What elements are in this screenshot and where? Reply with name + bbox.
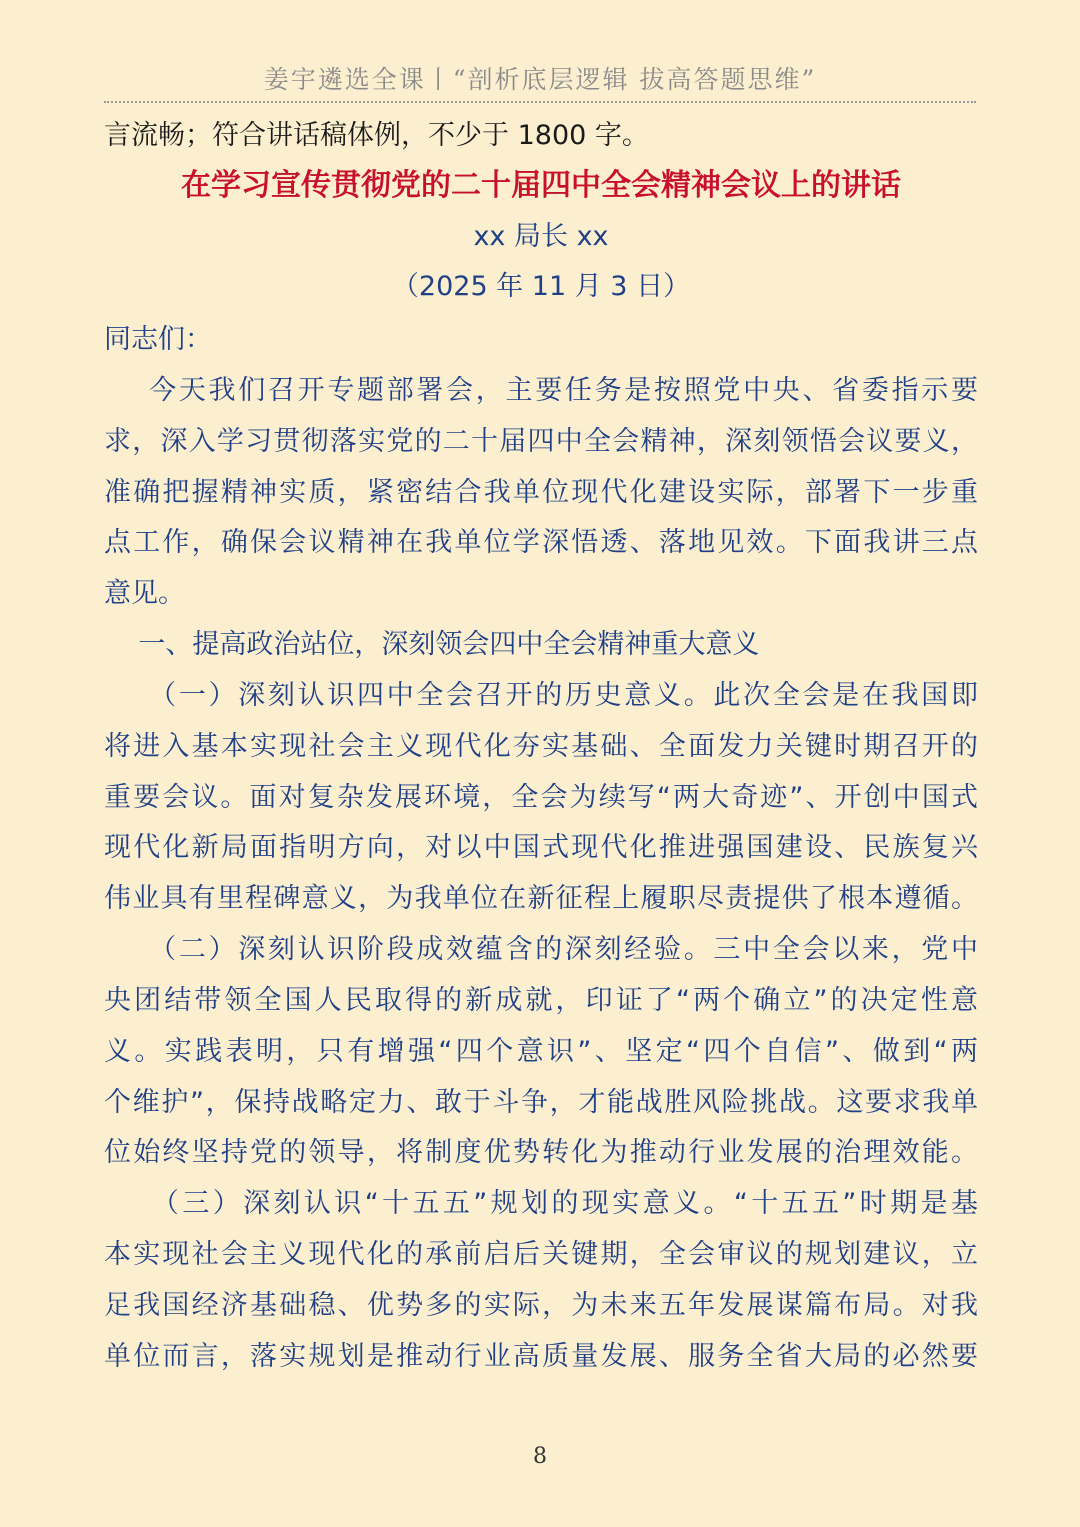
paragraph-line: 现代化新局面指明方向，对以中国式现代化推进强国建设、民族复兴 (104, 832, 978, 863)
page-header: 姜宇遴选全课丨“剖析底层逻辑 拔高答题思维” (263, 65, 817, 94)
paragraph-line: 单位而言，落实规划是推动行业高质量发展、服务全省大局的必然要 (104, 1341, 978, 1372)
date-line: （2025 年 11 月 3 日） (391, 271, 691, 302)
paragraph-line: 位始终坚持党的领导，将制度优势转化为推动行业发展的治理效能。 (104, 1137, 978, 1168)
paragraph-line: （一）深刻认识四中全会召开的历史意义。此次全会是在我国即 (104, 680, 978, 711)
paragraph-line: 本实现社会主义现代化的承前启后关键期，全会审议的规划建议，立 (104, 1239, 978, 1270)
paragraph-line: （二）深刻认识阶段成效蕴含的深刻经验。三中全会以来，党中 (104, 934, 978, 965)
paragraph-line: 足我国经济基础稳、优势多的实际，为未来五年发展谋篇布局。对我 (104, 1290, 978, 1321)
paragraph-line: 伟业具有里程碑意义，为我单位在新征程上履职尽责提供了根本遵循。 (104, 883, 978, 914)
speech-title: 在学习宣传贯彻党的二十届四中全会精神会议上的讲话 (181, 168, 901, 203)
section-heading: 一、提高政治站位，深刻领会四中全会精神重大意义 (104, 629, 760, 660)
salutation: 同志们： (104, 324, 212, 355)
paragraph-line: 求，深入学习贯彻落实党的二十届四中全会精神，深刻领悟会议要义， (104, 426, 978, 457)
paragraph-line: 意见。 (104, 578, 185, 609)
paragraph-line: 今天我们召开专题部署会，主要任务是按照党中央、省委指示要 (104, 375, 978, 406)
paragraph-line: 准确把握精神实质，紧密结合我单位现代化建设实际，部署下一步重 (104, 477, 978, 508)
paragraph-line: 个维护”，保持战略定力、敢于斗争，才能战胜风险挑战。这要求我单 (104, 1087, 978, 1118)
speaker-line: xx 局长 xx (473, 221, 609, 252)
intro-line: 言流畅；符合讲话稿体例，不少于 1800 字。 (104, 120, 649, 151)
paragraph-line: （三）深刻认识“十五五”规划的现实意义。“十五五”时期是基 (104, 1188, 978, 1219)
paragraph-line: 点工作，确保会议精神在我单位学深悟透、落地见效。下面我讲三点 (104, 527, 978, 558)
header-divider (104, 101, 976, 103)
paragraph-line: 义。实践表明，只有增强“四个意识”、坚定“四个自信”、做到“两 (104, 1036, 978, 1067)
paragraph-line: 重要会议。面对复杂发展环境，全会为续写“两大奇迹”、开创中国式 (104, 782, 978, 813)
paragraph-line: 央团结带领全国人民取得的新成就，印证了“两个确立”的决定性意 (104, 985, 978, 1016)
paragraph-line: 将进入基本实现社会主义现代化夯实基础、全面发力关键时期召开的 (104, 731, 978, 762)
page-number: 8 (533, 1444, 547, 1469)
